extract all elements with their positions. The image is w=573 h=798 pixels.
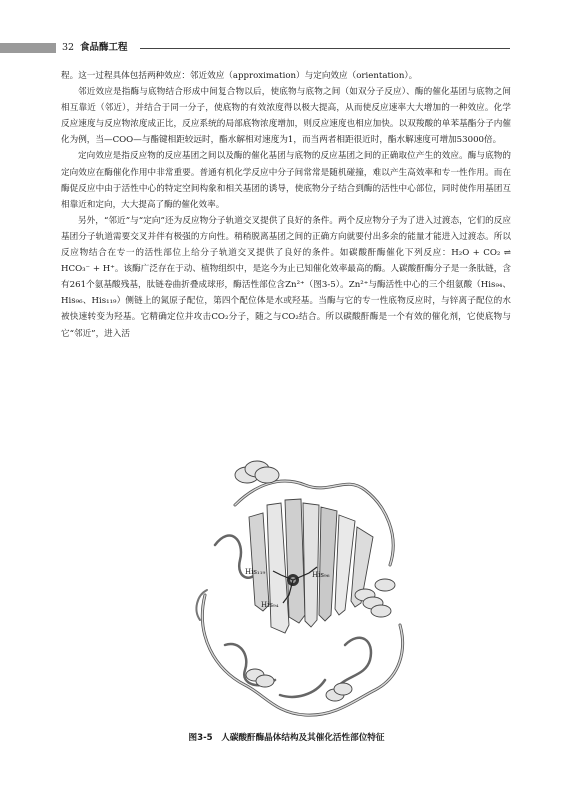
book-title: 食品酶工程 [80, 42, 128, 53]
protein-structure-figure [185, 445, 413, 725]
page-number: 32 [62, 42, 75, 53]
paragraph: 程。这一过程具体包括两种效应：邻近效应（approximation）与定向效应（orientation）。 [61, 71, 418, 81]
header-rule [140, 48, 510, 49]
page-header [0, 41, 573, 55]
his94-label: His₉₄ [261, 601, 279, 609]
paragraph: 定向效应是指反应物的反应基团之间以及酶的催化基团与底物的反应基团之间的正确取位产生的效应。酶与底物的定向效应在酶催化作用中非常重要。普通有机化学反应中分子间常常是随机碰撞，难以产生高效率和专一性作用。而在酶促反应中由于活性中心的特定空间构象和相关基团的诱导，使底物分子结合到酶的活性中心部位，同时使作用基团互相靠近和定向，大大提高了酶的催化效率。 [61, 151, 511, 210]
paragraph: 另外，“邻近”与“定向”还为反应物分子轨道交叉提供了良好的条件。两个反应物分子为了进入过渡态，它们的反应基团分子轨道需要交叉并伴有极强的方向性。稍稍脱离基团之间的正确方向就要付出多余的能量才能进入过渡态。所以反应物结合在专一的活性部位上给分子轨道交叉提供了良好的条件。如碳酸酐酶催化下列反应：H₂O + CO₂ ⇌ HCO₃⁻ + H⁺。该酶广泛存在于动、植物组织中，是迄今为止已知催化效率最高的酶。人碳酸酐酶分子是一条肽链，含有261个氨基酸残基，肽链卷曲折叠成球形，酶活性部位含Zn²⁺（图3-5）。Zn²⁺与酶活性中心的三个组氨酸（His₉₄、His₉₆、His₁₁₉）侧链上的氮原子配位，第四个配位体是水或羟基。当酶与它的专一性底物反应时，与锌离子配位的水被快速转变为羟基。它精确定位并攻击CO₂分子，随之与CO₂结合。所以碳酸酐酶是一个有效的催化剂，它使底物与它“邻近”，进入活 [61, 215, 511, 339]
his96-label: His₉₆ [312, 571, 330, 579]
paragraph: 邻近效应是指酶与底物结合形成中间复合物以后，使底物与底物之间（如双分子反应）、酶的催化基团与底物之间相互靠近（邻近），并结合于同一分子，使底物的有效浓度得以极大提高，从而使反应速率大大增加的一种效应。化学反应速度与反应物浓度成正比，反应系统的局部底物浓度增加，则反应速度也相应加快。以双羧酸的单苯基酯分子内催化为例，当—COO—与酯键相距较远时，酯水解相对速度为1，而当两者相距很近时，酯水解速度可增加53000倍。 [61, 87, 511, 146]
header-bar [0, 43, 56, 53]
figure-caption: 图3-5 人碳酸酐酶晶体结构及其催化活性部位特征 [188, 733, 385, 743]
ribbon-diagram [185, 445, 413, 725]
body-text [61, 68, 511, 342]
his119-label: His₁₁₉ [245, 568, 266, 576]
